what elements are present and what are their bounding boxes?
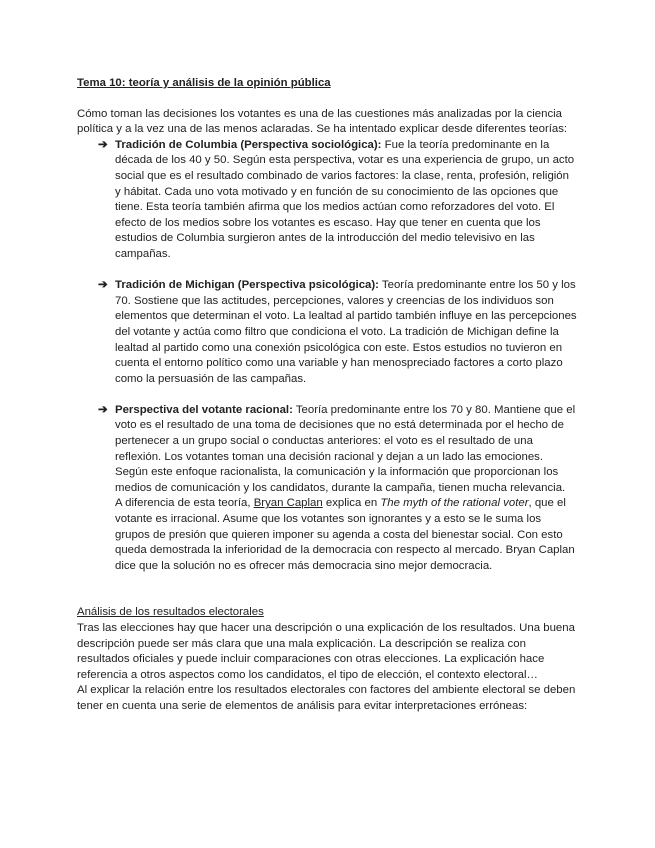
arrow-icon: ➔: [98, 279, 108, 292]
theory-text: Fue la teoría predominante en la década de los 40 y 50. Según esta perspectiva, votar es una experiencia de grupo, un acto social que es el resultado combinado de varios factores: la clase, renta, profesión, religión y hábitat. Cada uno vota motivado y en función de su conocimiento de las opciones que tiene. Esta teoría también afirma que los medios actúan como reforzadores del voto. El efecto de los medios sobre los votantes es escaso. Hay que tener en cuenta que los estudios de Columbia surgieron antes de la introducción del medio televisivo en las campañas.: [115, 138, 575, 260]
intro-paragraph: Cómo toman las decisiones los votantes es una de las cuestiones más analizadas por la ciencia política y a la vez una de las menos aclaradas. Se ha intentado explicar desde diferentes teorías:: [77, 107, 568, 136]
caplan-text-post: , que el votante es irracional. Asume que los votantes son ignorantes y a esto se le suma los grupos de presión que quieren imponer su agenda a costa del bienestar social. Con esto queda demostrada la inferioridad de la democracia con respecto al mercado. Bryan Caplan dice que la solución no es ofrecer más democracia sino mejor democracia.: [115, 497, 575, 572]
bryan-caplan-link[interactable]: Bryan Caplan: [253, 497, 323, 510]
theory-heading: Perspectiva del votante racional:: [115, 403, 293, 416]
theory-text: Teoría predominante entre los 70 y 80. Mantiene que el voto es el resultado de una toma de decisiones que no está determinada por el hecho de pertenecer a un grupo social o conductas anteriores: el voto es el resultado de una reflexión. Los votantes toman una decisión racional y dejan a un lado las emociones. Según este enfoque racionalista, la comunicación y la información que proporcionan los medios de comunicación y los candidatos, durante la campaña, tienen mucha relevancia.: [115, 403, 576, 494]
arrow-icon: ➔: [98, 138, 108, 151]
list-item-columbia: [77, 138, 577, 263]
theory-heading: Tradición de Columbia (Perspectiva sociológica):: [115, 138, 382, 151]
theory-list: [77, 138, 577, 575]
list-item-rational-voter: [77, 403, 577, 575]
section-paragraph-2: Al explicar la relación entre los resultados electorales con factores del ambiente electoral se deben tener en cuenta una serie de elementos de análisis para evitar interpretaciones erróneas:: [77, 684, 576, 712]
arrow-icon: ➔: [98, 403, 108, 416]
section-paragraph-1: Tras las elecciones hay que hacer una descripción o una explicación de los resultados. Una buena descripción puede ser más clara que una mala explicación. La descripción se realiza con resultados oficiales y puede incluir comparaciones con otras elecciones. La explicación hace referencia a otros aspectos como los candidatos, el tipo de elección, el contexto electoral…: [77, 622, 575, 681]
book-title: The myth of the rational voter: [380, 497, 529, 510]
caplan-text-mid: explica en: [322, 497, 381, 510]
theory-text: Teoría predominante entre los 50 y los 70. Sostiene que las actitudes, percepciones, valores y creencias de los individuos son elementos que determinan el voto. La lealtad al partido también influye en las percepciones del votante y actúa como filtro que condiciona el voto. La tradición de Michigan define la lealtad al partido como una conexión psicológica con este. Estos estudios no tuvieron en cuenta el entorno político como una variable y han menospreciado factores a corto plazo como la persuasión de las campañas.: [115, 279, 577, 385]
theory-heading: Tradición de Michigan (Perspectiva psicológica):: [115, 279, 379, 292]
list-item-michigan: [77, 278, 577, 387]
section-heading: Análisis de los resultados electorales: [77, 606, 264, 619]
page-title: Tema 10: teoría y análisis de la opinión pública: [77, 77, 331, 89]
document-page: [77, 76, 577, 715]
caplan-text-pre: A diferencia de esta teoría,: [115, 497, 254, 510]
